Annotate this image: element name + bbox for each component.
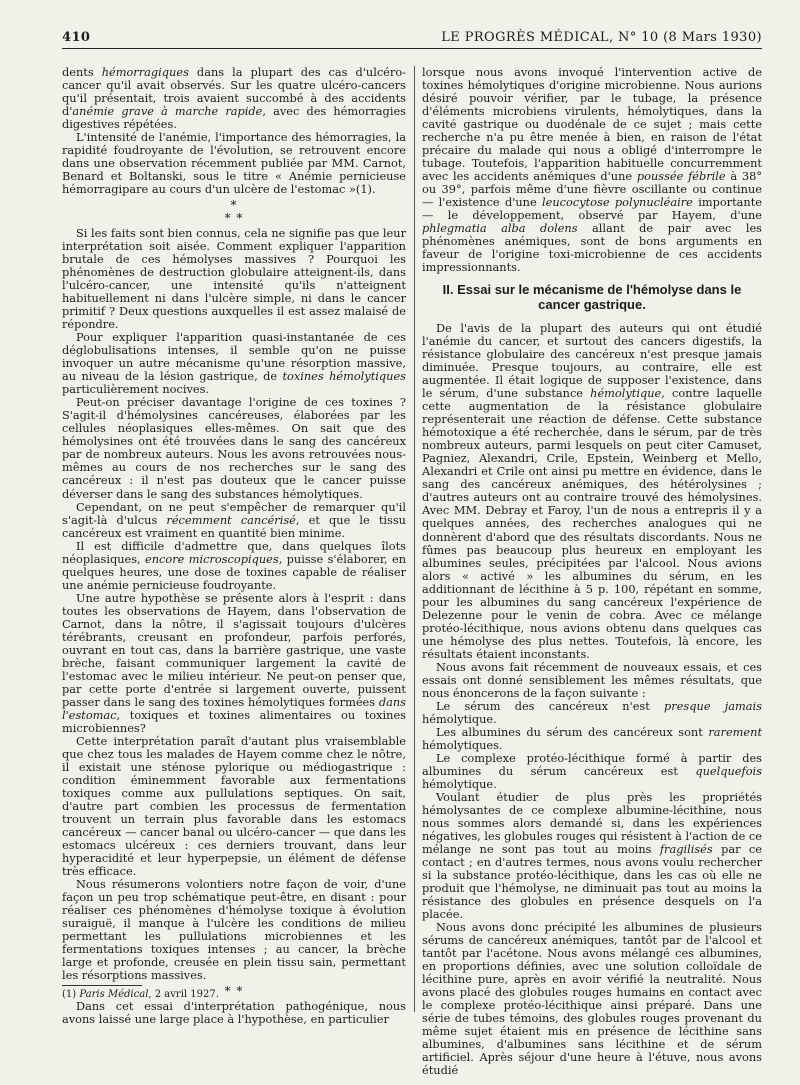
page-number: 410 — [62, 29, 91, 45]
paragraph: Peut-on préciser davantage l'origine de ces toxines ? S'agit-il d'hémolysines cancéreuses, élaborées par les cellules néoplasiques elles-mêmes. On sait que des hémolysines ont été trouvées dans le sang des cancéreux par de nombreux auteurs. Nous les avons retrouvées nous-mêmes au cours de nos recherches sur le sang des cancéreux : il n'est pas douteux que le cancer puisse déverser dans le sang des substances hémolytiques. — [62, 395, 406, 501]
footnote: (1) Paris Médical, 2 avril 1927. — [62, 989, 219, 1000]
paragraph: Cependant, on ne peut s'empêcher de remarquer qu'il s'agit-là d'ulcus récemment cancérisé, et que le tissu cancéreux est vraiment en quantité bien minime. — [62, 499, 406, 540]
column-divider — [414, 66, 415, 1012]
paragraph: Nous résumerons volontiers notre façon de voir, d'une façon un peu trop schématique peut-être, en disant : pour réaliser ces phénomènes d'hémolyse toxique à évolution suraiguë, il manque à l'ulcère les conditions de milieu permettant les pullulations microbiennes et les fermentations toxiques intenses ; au cancer, la brèche large et profonde, creusée en plein tissu sain, permettant les résorptions massives. — [62, 876, 406, 983]
paragraph: L'intensité de l'anémie, l'importance des hémorragies, la rapidité foudroyante de l'évolution, se retrouvent encore dans une observation récemment publiée par MM. Carnot, Benard et Boltanski, sous le titre « Anémie pernicieuse hémorragipare au cours d'un ulcère de l'estomac »(1). — [62, 130, 406, 197]
footnote-rule — [62, 985, 142, 986]
section-stars: * * * — [224, 198, 244, 226]
paragraph: Les albumines du sérum des cancéreux sont rarement hémolytiques. — [422, 724, 762, 752]
section-title: II. Essai sur le mécanisme de l'hémolyse dans le cancer gastrique. — [442, 282, 742, 313]
paragraph: Une autre hypothèse se présente alors à l'esprit : dans toutes les observations de Hayem, dans l'observation de Carnot, dans la nôtre, il s'agissait toujours d'ulcères térébrants, creusant en profondeur, parfois perforés, ouvrant en tout cas, dans la barrière gastrique, une vaste brèche, faisant communiquer largement la cavité de l'estomac avec le milieu intérieur. Ne peut-on penser que, par cette porte d'entrée si largement ouverte, puissent passer dans le sang des toxines hémolytiques formées dans l'estomac, toxiques et toxines alimentaires ou toxines microbiennes? — [62, 590, 406, 735]
paragraph: Le complexe protéo-lécithique formé à partir des albumines du sérum cancéreux est quelquefois hémolytique. — [422, 750, 762, 791]
paragraph: De l'avis de la plupart des auteurs qui ont étudié l'anémie du cancer, et surtout des cancers digestifs, la résistance globulaire des cancéreux n'est presque jamais diminuée. Presque toujours, au contraire, elle est augmentée. Il était logique de supposer l'existence, dans le sérum, d'une substance hémolytique, contre laquelle cette augmentation de la résistance globulaire représenterait une réaction de défense. Cette substance hémotoxique a été recherchée, dans le sérum, par de très nombreux auteurs, parmi lesquels on peut citer Camuset, Pagniez, Alexandri, Crile, Epstein, Weinberg et Mello, Alexandri et Crile ont ainsi pu mettre en évidence, dans le sang des cancéreux anémiques, des hétérolysines ; d'autres auteurs ont au contraire trouvé des hémolysines. Avec MM. Debray et Faroy, l'un de nous a entrepris il y a quelques années, des recherches analogues qui ne donnèrent d'abord que des résultats discordants. Nous ne fûmes pas beaucoup plus heureux en employant les albumines seules, précipitées par l'alcool. Nous avions alors « activé » les albumines du sérum, en les additionnant de lécithine à 5 p. 100, répétant en somme, pour les albumines du sang cancéreux l'expérience de Delezenne pour le venin de cobra. Avec ce mélange protéo-lécithique, nous avions obtenu dans quelques cas une hémolyse des plus nettes. Toutefois, là encore, les résultats étaient inconstants. — [422, 321, 762, 661]
paragraph: Il est difficile d'admettre que, dans quelques îlots néoplasiques, encore microscopiques, puisse s'élaborer, en quelques heures, une dose de toxines capable de réaliser une anémie pernicieuse foudroyante. — [62, 538, 406, 592]
running-title: LE PROGRÈS MÉDICAL, N° 10 (8 Mars 1930) — [441, 29, 762, 45]
paragraph: Le sérum des cancéreux n'est presque jamais hémolytique. — [422, 698, 763, 726]
right-column — [422, 66, 762, 1077]
paragraph: Pour expliquer l'apparition quasi-instantanée de ces déglobulisations intenses, il semble qu'on ne puisse invoquer un autre mécanisme qu'une résorption massive, au niveau de la lésion gastrique, de toxines hémolytiques particulièrement nocives. — [62, 330, 406, 397]
paragraph: Nous avons donc précipité les albumines de plusieurs sérums de cancéreux anémiques, tantôt par de l'alcool et tantôt par l'acétone. Nous avons mélangé ces albumines, en proportions définies, avec une solution colloïdale de lécithine pure, après en avoir vérifié la neutralité. Nous avons placé des globules rouges humains en contact avec le complexe protéo-lécithique ainsi préparé. Dans une série de tubes témoins, des globules rouges provenant du même sujet étaient mis en présence de lécithine sans albumines, d'albumines sans lécithine et de sérum artificiel. Après séjour d'une heure à l'étuve, nous avons étudié — [422, 919, 762, 1078]
running-header — [62, 26, 762, 49]
section-stars: * * — [224, 984, 244, 999]
paragraph: lorsque nous avons invoqué l'intervention active de toxines hémolytiques d'origine microbienne. Nous aurions désiré pouvoir vérifier, par le tubage, la présence d'éléments microbiens virulents, hémolytiques, dans la cavité gastrique ou duodénale de ce sujet ; mais cette recherche n'a pu être menée à bien, en raison de l'état précaire du malade qui nous a obligé d'interrompre le tubage. Toutefois, l'apparition habituelle concurremment avec les accidents anémiques d'une poussée fébrile à 38° ou 39°, parfois même d'une fièvre oscillante ou continue — l'existence d'une leucocytose polynucléaire importante — le développement, observé par Hayem, d'une phlegmatia alba dolens allant de pair avec les phénomènes anémiques, sont de bons arguments en faveur de l'origine toxi-microbienne de ces accidents impressionnants. — [422, 65, 762, 275]
left-column — [62, 66, 406, 1026]
paragraph: Cette interprétation paraît d'autant plus vraisemblable que chez tous les malades de Hayem comme chez le nôtre, il existait une sténose pylorique ou médiogastrique : condition éminemment favorable aux fermentations toxiques comme aux pullulations septiques. On sait, d'autre part combien les processus de fermentation trouvent un terrain plus favorable dans les estomacs cancéreux — cancer banal ou ulcéro-cancer — que dans les estomacs ulcéreux : ces derniers trouvant, dans leur hyperacidité et leur hyperpepsie, un élément de défense très efficace. — [62, 733, 406, 878]
paragraph: Dans cet essai d'interprétation pathogénique, nous avons laissé une large place à l'hypothèse, en particulier — [62, 999, 406, 1027]
paragraph: Si les faits sont bien connus, cela ne signifie pas que leur interprétation soit aisée. Comment expliquer l'apparition brutale de ces hémolyses massives ? Pourquoi les phénomènes de destruction globulaire atteignent-ils, dans l'ulcéro-cancer, une intensité qu'ils n'atteignent habituellement ni dans l'ulcère simple, ni dans le cancer primitif ? Deux questions auxquelles il est assez malaisé de répondre. — [62, 226, 406, 332]
paragraph: Voulant étudier de plus près les propriétés hémolysantes de ce complexe albumine-lécithine, nous nous sommes alors demandé si, dans les expériences négatives, les globules rouges qui résistent à l'action de ce mélange ne sont pas tout au moins fragilisés par ce contact ; en d'autres termes, nous avons voulu rechercher si la substance protéo-lécithique, dans les cas où elle ne produit que l'hémolyse, ne diminuait pas tout au moins la résistance des globules en présence desquels on l'a placée. — [422, 789, 762, 921]
paragraph: Nous avons fait récemment de nouveaux essais, et ces essais ont donné sensiblement les mêmes résultats, que nous énoncerons de la façon suivante : — [422, 659, 762, 700]
paragraph: dents hémorragiques dans la plupart des cas d'ulcéro-cancer qu'il avait observés. Sur les quatre ulcéro-cancers qu'il présentait, trois avaient succombé à des accidents d'anémie grave à marche rapide, avec des hémorragies digestives répétées. — [62, 65, 406, 132]
